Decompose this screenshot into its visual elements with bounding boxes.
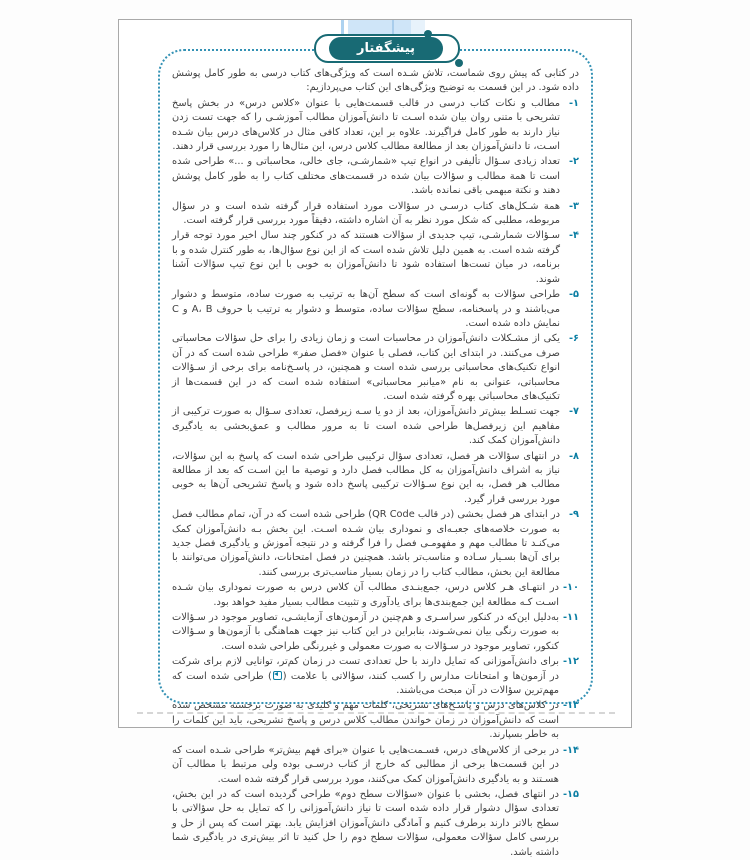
item-text: طراحی سؤالات به گونه‌ای است که سطح آن‌ها به ترتیب به صورت ساده، متوسط و دشوار می‌باشند و در پاسخنامه، سطح سؤالات ساده، متوسط و دشوار به ترتیب با حروف A، B و C نمایش داده شده است. (172, 289, 560, 329)
item-number: ۱۲- (562, 656, 579, 668)
tab-body (348, 20, 411, 35)
list-item (172, 288, 579, 331)
item-number: ۱۴- (562, 744, 579, 756)
item-number: ۳- (568, 200, 579, 212)
tab-divider-line (392, 20, 394, 35)
item-number: ۹- (568, 509, 579, 521)
item-number: ۱۵- (562, 788, 579, 800)
list-item (172, 788, 579, 860)
page-title: پیشگفتار (357, 41, 416, 56)
list-item (172, 200, 579, 229)
item-text: برای دانش‌آموزانی که تمایل دارند با حل تعدادی تست در زمان کم‌تر، توانایی لازم برای شرکت در آزمون‌ها و امتحانات مدارس را کسب کنند، سؤالاتی با علامت ( ) طراحی شده است که مهم‌ترین سؤالات در آن مبحث می‌باشند. (172, 656, 559, 697)
item-text: مطالب و نکات کتاب درسی در قالب قسمت‌هایی با عنوان «کلاس درس» در بخش پاسخ تشریحی با متنی روان بیان شده اسـت تا دانش‌آموزان مطالب آموزشـی را که جهت تست زدن نیاز دارند به طور کامل فراگیرند. علاوه بر این، تعداد کافی مثال در کلاس‌های درس بیان شـده اسـت، تا دانش‌آموزان بعد از مطالعة مطالب کلاس درس، این مثال‌ها را مورد بررسی قرار دهند. (172, 97, 560, 153)
item-text: جهت تسـلط بیش‌تر دانش‌آموزان، بعد از دو یا سـه زیرفصل، تعدادی سـؤال به صورت ترکیبی از مفاهیم این زیرفصل‌ها طراحی شده است تا به مرور مطالب و عمق‌بخشی به یادگیری دانش‌آموزان کمک کند. (172, 406, 560, 447)
list-item (172, 332, 579, 404)
item-text: تعداد زیادی سـؤال تألیفی در انواع تیپ «شمارشـی، جای خالی، محاسباتی و ...» طراحی شده است تا همة مطالب و سؤالات بیان شده در قسمت‌های مختلف کتاب را به طور کامل پوشش دهند و نکتة مبهمی باقی نمانده باشد. (172, 156, 560, 197)
item-number: ۵- (568, 289, 579, 301)
list-item (172, 155, 579, 198)
bottom-perforation-line (137, 712, 615, 714)
item-text: در کلاس‌های درس و پاسـخ‌های تشریحی، کلمات مهم و کلیدی به صورت برجسته مشخص شده است که دانش‌آموزان در زمان خواندن مطالب کلاس درس و پاسخ تشریحی، باید این کلمات را به خاطر بسپارند. (172, 700, 559, 741)
item-number: ۱- (568, 97, 579, 109)
tab-fade (411, 20, 425, 35)
item-text: به‌دلیل این‌که در کنکور سراسـری و هم‌چنین در آزمون‌های آزمایشـی، تصاویر موجود در سـؤالات به صورت رنگی بیان نمی‌شـوند، بنابراین در این کتاب نیز جهت هماهنگی با آزمون‌ها و سـؤالات کنکور، تصاویر موجود در سـؤالات به صورت معمولی و غیررنگی طراحی شده است. (172, 612, 559, 652)
play-marker-icon (273, 671, 282, 680)
item-number: ۴- (568, 230, 579, 242)
item-number: ۱۳- (562, 700, 579, 712)
item-number: ۸- (568, 450, 579, 462)
tab-stripe (341, 20, 344, 35)
badge-dot-bottom (455, 59, 463, 67)
page-sheet (118, 19, 632, 858)
item-text: در برخی از کلاس‌های درس، قسـمت‌هایی با عنوان «برای فهم بیش‌تر» طراحی شـده است که در این قسمت‌ها برخی از مطالبی که خارج از کتاب درسـی بوده ولی مرتبط با مطالب آن هسـتند و به یادگیری دانش‌آموزان کمک می‌کنند، مورد بررسی قرار گرفته شده است. (172, 744, 559, 785)
list-item (172, 405, 579, 448)
content-frame (158, 49, 593, 858)
item-text: همة شـکل‌های کتاب درسـی در سؤالات مورد استفاده قرار گرفته شده است و در سؤال مربوطه، مطلبی که شکل مورد نظر به آن اشاره داشته، دقیقاً مورد بررسی قرار گرفته است. (172, 200, 560, 227)
list-item (172, 611, 579, 654)
list-item (172, 508, 579, 580)
list-item (172, 699, 579, 742)
item-number: ۶- (568, 333, 579, 345)
feature-list (172, 97, 579, 860)
intro-paragraph: در کتابی که پیش روی شماست، تلاش شـده است که ویژگی‌های کتاب درسی به طور کامل پوشش داده شود. در این قسمت به توضیح ویژگی‌های این کتاب می‌پردازیم: (172, 68, 579, 94)
item-text: در انتهـای هـر کلاس درس، جمع‌بنـدی مطالب آن کلاس درس به صورت نموداری بیان شـده اسـت کـه مطالعة این جمع‌بندی‌ها برای یادآوری و تثبیت مطالب بسیار مفید خواهد بود. (172, 582, 559, 608)
list-item (172, 97, 579, 155)
preface-badge (314, 34, 460, 63)
list-item (172, 581, 579, 610)
list-item (172, 655, 579, 698)
badge-pill (329, 37, 443, 60)
item-text: سـؤالات شمارشـی، تیپ جدیدی از سؤالات هستند که در کنکور چند سال اخیر مورد توجه قرار گرفته شده است. به همین دلیل تلاش شده است که از این نوع سؤال‌ها، به طور کنترل شده و با برنامه، در میان تست‌ها استفاده شود تا دانش‌آموزان به خوبی با این نوع تیپ سؤالات آشنا شوند. (172, 230, 560, 285)
item-number: ۲- (568, 156, 579, 168)
item-text: در ابتدای هر فصل بخشی (در قالب QR Code) طراحی شده است که در آن، تمام مطالب فصل به صورت خلاصه‌های جعبـه‌ای و نموداری بیان شـده اسـت. این بخش بـه دانش‌آموزان کمک می‌کنـد تا مطالب مهم و مفهومـی فصل را فرا گرفته و در نتیجه آموزش و یادگیری فصل جدید برای آن‌ها بسـیار سـاده و مناسب‌تر باشد. همچنین در فصل امتحانات، دانش‌آموزان می‌توانند با مطالعة این بخش، مطالب کتاب را در زمان بسیار مناسب‌تری بررسی کنند. (172, 509, 560, 578)
item-number: ۱۰- (562, 582, 579, 594)
list-item (172, 450, 579, 508)
item-text: یکی از مشـکلات دانش‌آموزان در محاسبات است و زمان زیادی را برای حل سؤالات محاسباتی صرف می‌کنند. در ابتدای این کتاب، فصلی با عنوان «فصل صفر» طراحی شده است که در آن انواع تکنیک‌های محاسباتی بررسی شده است و همچنین، در پاسـخ‌نامه برای برخی از سـؤالات محاسباتی، عنوانی به نام «میانبر محاسباتی» استفاده شده است که در این قسمت‌ها از تکنیک‌های محاسباتی بهره گرفته شده است. (172, 333, 560, 402)
top-bookmark-tab (341, 20, 431, 35)
item-number: ۷- (568, 406, 579, 418)
list-item (172, 744, 579, 787)
item-number: ۱۱- (562, 612, 579, 624)
list-item (172, 229, 579, 287)
item-text: در انتهای فصل، بخشی با عنوان «سؤالات سطح دوم» طراحی گردیده است که در این بخش، تعدادی سؤال دشوار قرار داده شده است تا نیاز دانش‌آموزانی را که تمایل به حل سؤالاتی با سطح بالاتر دارند برطرف کنیم و آمادگی دانش‌آموزان افزایش یابد. بهتر است که پس از حل و بررسی کامل سؤالات معمولی، سؤالات سطح دوم را حل کنید تا اثر بیش‌تری در یادگیری شما داشته باشد. (172, 788, 559, 858)
item-text: در انتهای سؤالات هر فصل، تعدادی سؤال ترکیبی طراحی شده است که پاسخ به این سؤالات، نیاز به اشراف دانش‌آموزان به کل مطالب فصل دارد و توصیة ما این اسـت که بعد از مطالعة مطالب هر فصل، به این نوع سـؤالات ترکیبی پاسخ داده شود و پاسخ تشریحی آن‌ها به خوبی مورد بررسی قرار گیرد. (172, 450, 560, 505)
